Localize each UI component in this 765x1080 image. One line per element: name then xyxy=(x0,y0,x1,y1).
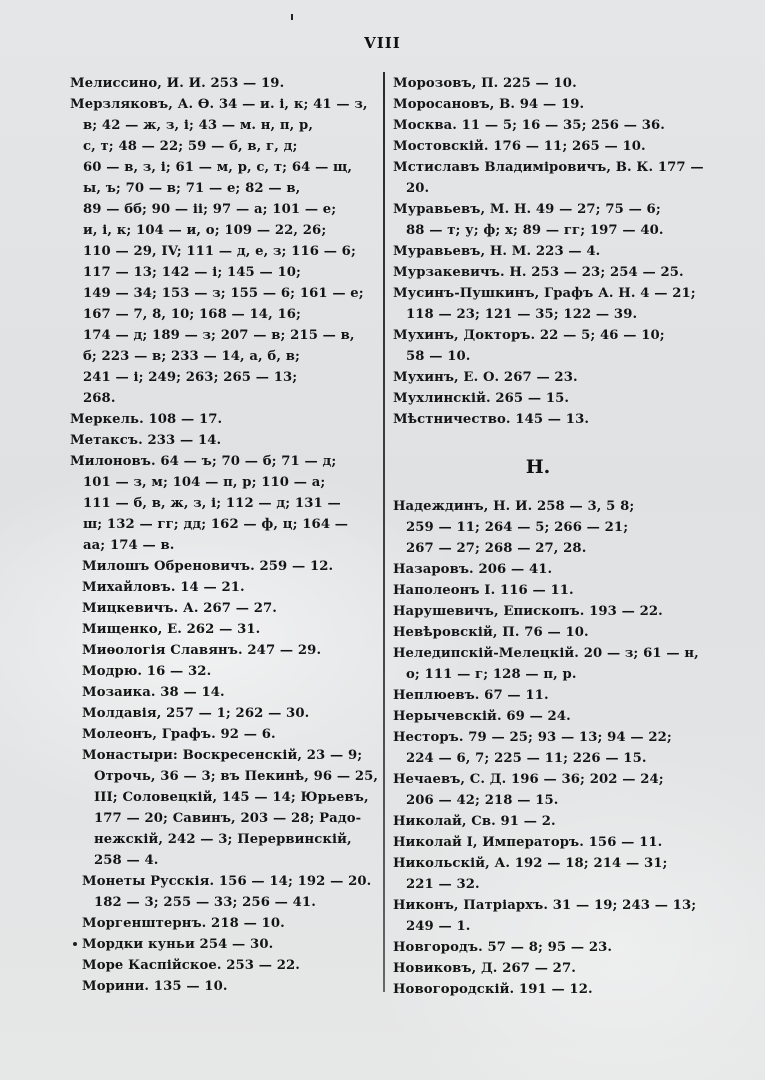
index-entry-line: о; 111 — г; 128 — п, р. xyxy=(406,667,577,682)
index-entry-line: и, і, к; 104 — и, о; 109 — 22, 26; xyxy=(83,223,327,238)
section-letter: Н. xyxy=(525,456,551,478)
index-entry xyxy=(70,871,376,913)
index-entry xyxy=(393,643,713,685)
index-entry-line: Нечаевъ, С. Д. 196 — 36; 202 — 24; xyxy=(393,772,664,787)
index-entry xyxy=(393,115,713,136)
index-entry-line: с, т; 48 — 22; 59 — б, в, г, д; xyxy=(83,139,298,154)
index-entry xyxy=(70,724,376,745)
index-entry-line: Морини. 135 — 10. xyxy=(82,979,228,994)
index-entry-line: Мицкевичъ. А. 267 — 27. xyxy=(82,601,277,616)
index-entry xyxy=(393,601,713,622)
index-entry-line: 249 — 1. xyxy=(406,919,471,934)
index-entry-line: Новиковъ, Д. 267 — 27. xyxy=(393,961,576,976)
index-entry-line: 111 — б, в, ж, з, і; 112 — д; 131 — xyxy=(83,496,341,511)
index-entry-line: Никольскій, А. 192 — 18; 214 — 31; xyxy=(393,856,668,871)
index-entry xyxy=(70,577,376,598)
index-entry-line: 268. xyxy=(83,391,116,406)
index-entry-line: нежскій, 242 — 3; Перервинскій, xyxy=(94,832,352,847)
index-column-left xyxy=(70,73,379,997)
index-entry-line: Надеждинъ, Н. И. 258 — 3, 5 8; xyxy=(393,499,635,514)
index-entry-line: 258 — 4. xyxy=(94,853,159,868)
index-entry-line: Новгородъ. 57 — 8; 95 — 23. xyxy=(393,940,613,955)
index-entry xyxy=(393,979,713,1000)
index-entry-line: Монастыри: Воскресенскій, 23 — 9; xyxy=(82,748,363,763)
index-entry-line: Отрочь, 36 — 3; въ Пекинѣ, 96 — 25, xyxy=(94,769,379,784)
index-entry xyxy=(70,598,376,619)
index-entry-line: Наполеонъ I. 116 — 11. xyxy=(393,583,574,598)
index-entry xyxy=(70,430,376,451)
index-entry xyxy=(393,262,713,283)
index-entry-line: Николай, Св. 91 — 2. xyxy=(393,814,556,829)
index-entry-line: Николай I, Императоръ. 156 — 11. xyxy=(393,835,663,850)
index-entry xyxy=(393,895,713,937)
index-entry-line: Монеты Русскія. 156 — 14; 192 — 20. xyxy=(82,874,372,889)
index-entry xyxy=(393,706,713,727)
index-entry-line: Моргенштернъ. 218 — 10. xyxy=(82,916,285,931)
index-entry-line: Молеонъ, Графъ. 92 — 6. xyxy=(82,727,276,742)
index-entry-line: Мѣстничество. 145 — 13. xyxy=(393,412,590,427)
index-entry xyxy=(70,640,376,661)
index-entry-line: Морозовъ, П. 225 — 10. xyxy=(393,76,577,91)
index-entry xyxy=(70,934,376,955)
index-column-right xyxy=(393,73,713,1000)
index-entry-line: ш; 132 — гг; дд; 162 — ф, ц; 164 — xyxy=(83,517,349,532)
index-entry-line: Муравьевъ, Н. М. 223 — 4. xyxy=(393,244,601,259)
index-group-m xyxy=(393,73,713,430)
index-entry-line: аа; 174 — в. xyxy=(83,538,175,553)
index-entry-line: Москва. 11 — 5; 16 — 35; 256 — 36. xyxy=(393,118,665,133)
index-entry-line: Мордки куньи 254 — 30. xyxy=(82,937,274,952)
index-entry-line: 259 — 11; 264 — 5; 266 — 21; xyxy=(406,520,629,535)
index-entry xyxy=(70,976,376,997)
index-entry-line: Меркель. 108 — 17. xyxy=(70,412,223,427)
index-entry-line: III; Соловецкій, 145 — 14; Юрьевъ, xyxy=(94,790,369,805)
index-entry xyxy=(70,73,376,94)
index-entry-line: Мерзляковъ, А. Ө. 34 — и. і, к; 41 — з, xyxy=(70,97,368,112)
page-number: VIII xyxy=(364,34,401,52)
index-entry xyxy=(393,199,713,241)
index-entry-line: 118 — 23; 121 — 35; 122 — 39. xyxy=(406,307,638,322)
index-entry-line: Мухинъ, Е. О. 267 — 23. xyxy=(393,370,578,385)
index-entry-line: Никонъ, Патріархъ. 31 — 19; 243 — 13; xyxy=(393,898,697,913)
index-entry-line: Моросановъ, В. 94 — 19. xyxy=(393,97,585,112)
index-entry-line: 60 — в, з, і; 61 — м, р, с, т; 64 — щ, xyxy=(83,160,353,175)
index-entry xyxy=(393,367,713,388)
index-entry-line: Новогородскій. 191 — 12. xyxy=(393,982,593,997)
index-entry xyxy=(393,727,713,769)
index-entry xyxy=(393,811,713,832)
index-entry-line: Мухинъ, Докторъ. 22 — 5; 46 — 10; xyxy=(393,328,665,343)
index-entry xyxy=(393,580,713,601)
index-entry xyxy=(70,955,376,976)
column-divider xyxy=(383,72,385,992)
index-entry-line: б; 223 — в; 233 — 14, а, б, в; xyxy=(83,349,300,364)
index-entry-line: Милошъ Обреновичъ. 259 — 12. xyxy=(82,559,334,574)
index-entry xyxy=(70,451,376,556)
index-entry-line: Метаксъ. 233 — 14. xyxy=(70,433,222,448)
index-entry xyxy=(70,556,376,577)
index-entry-line: 174 — д; 189 — з; 207 — в; 215 — в, xyxy=(83,328,355,343)
index-entry-line: Мищенко, Е. 262 — 31. xyxy=(82,622,261,637)
index-entry-line: 224 — 6, 7; 225 — 11; 226 — 15. xyxy=(406,751,647,766)
index-entry-line: Неледипскій-Мелецкій. 20 — з; 61 — н, xyxy=(393,646,699,661)
index-entry xyxy=(393,283,713,325)
ink-mark xyxy=(291,14,293,20)
index-entry-line: 267 — 27; 268 — 27, 28. xyxy=(406,541,587,556)
index-entry-line: 167 — 7, 8, 10; 168 — 14, 16; xyxy=(83,307,301,322)
index-entry-line: Мстиславъ Владиміровичъ, В. К. 177 — xyxy=(393,160,704,175)
index-entry-line: в; 42 — ж, з, і; 43 — м. н, п, р, xyxy=(83,118,314,133)
index-entry-line: Модрю. 16 — 32. xyxy=(82,664,212,679)
index-entry xyxy=(70,94,376,409)
index-entry xyxy=(393,157,713,199)
index-entry-line: 117 — 13; 142 — і; 145 — 10; xyxy=(83,265,301,280)
index-entry-line: 177 — 20; Савинъ, 203 — 28; Радо- xyxy=(94,811,362,826)
index-entry-line: 89 — бб; 90 — іі; 97 — а; 101 — е; xyxy=(83,202,337,217)
index-entry xyxy=(393,559,713,580)
index-entry xyxy=(393,496,713,559)
index-entry xyxy=(70,661,376,682)
index-entry xyxy=(70,745,379,871)
index-entry xyxy=(393,388,713,409)
index-entry-line: 110 — 29, IV; 111 — д, е, з; 116 — 6; xyxy=(83,244,356,259)
index-entry xyxy=(70,703,376,724)
index-entry-line: Милоновъ. 64 — ъ; 70 — б; 71 — д; xyxy=(70,454,337,469)
index-entry xyxy=(70,409,376,430)
index-entry xyxy=(70,619,376,640)
index-entry-line: 241 — і; 249; 263; 265 — 13; xyxy=(83,370,298,385)
index-entry xyxy=(393,73,713,94)
ink-dot xyxy=(73,942,77,946)
index-group-n xyxy=(393,496,713,1000)
index-entry-line: 101 — з, м; 104 — п, р; 110 — а; xyxy=(83,475,326,490)
index-entry-line: Мостовскій. 176 — 11; 265 — 10. xyxy=(393,139,646,154)
index-entry-line: Нарушевичъ, Епископъ. 193 — 22. xyxy=(393,604,663,619)
index-entry-line: Неплюевъ. 67 — 11. xyxy=(393,688,549,703)
index-entry xyxy=(70,682,376,703)
index-entry-line: Несторъ. 79 — 25; 93 — 13; 94 — 22; xyxy=(393,730,672,745)
index-entry-line: Молдавія, 257 — 1; 262 — 30. xyxy=(82,706,310,721)
index-entry-line: Назаровъ. 206 — 41. xyxy=(393,562,553,577)
index-entry-line: Михайловъ. 14 — 21. xyxy=(82,580,245,595)
index-entry-line: 221 — 32. xyxy=(406,877,480,892)
index-entry xyxy=(393,94,713,115)
index-entry-line: 206 — 42; 218 — 15. xyxy=(406,793,559,808)
index-entry-line: Мухлинскій. 265 — 15. xyxy=(393,391,570,406)
index-entry-line: Нерычевскій. 69 — 24. xyxy=(393,709,571,724)
index-entry-line: Мурзакевичъ. Н. 253 — 23; 254 — 25. xyxy=(393,265,684,280)
index-entry xyxy=(393,685,713,706)
index-entry-line: Море Каспійское. 253 — 22. xyxy=(82,958,300,973)
index-entry-line: Невѣровскій, П. 76 — 10. xyxy=(393,625,589,640)
index-entry xyxy=(393,832,713,853)
index-entry xyxy=(393,325,713,367)
index-entry-line: ы, ъ; 70 — в; 71 — е; 82 — в, xyxy=(83,181,301,196)
index-entry-line: 88 — т; у; ф; х; 89 — гг; 197 — 40. xyxy=(406,223,664,238)
index-entry xyxy=(393,409,713,430)
index-entry xyxy=(70,913,376,934)
index-entry-line: Мозаика. 38 — 14. xyxy=(82,685,225,700)
index-entry xyxy=(393,958,713,979)
index-entry-line: 20. xyxy=(406,181,430,196)
index-entry-line: 149 — 34; 153 — з; 155 — 6; 161 — е; xyxy=(83,286,364,301)
index-entry-line: Мусинъ-Пушкинъ, Графъ А. Н. 4 — 21; xyxy=(393,286,696,301)
index-entry-line: Мелиссино, И. И. 253 — 19. xyxy=(70,76,285,91)
index-entry xyxy=(393,136,713,157)
index-entry xyxy=(393,853,713,895)
index-entry-line: Миѳологія Славянъ. 247 — 29. xyxy=(82,643,322,658)
index-entry-line: 182 — 3; 255 — 33; 256 — 41. xyxy=(94,895,316,910)
index-entry-line: 58 — 10. xyxy=(406,349,471,364)
index-entry xyxy=(393,937,713,958)
index-entry xyxy=(393,622,713,643)
index-entry-line: Муравьевъ, М. Н. 49 — 27; 75 — 6; xyxy=(393,202,661,217)
index-entry xyxy=(393,241,713,262)
index-entry xyxy=(393,769,713,811)
